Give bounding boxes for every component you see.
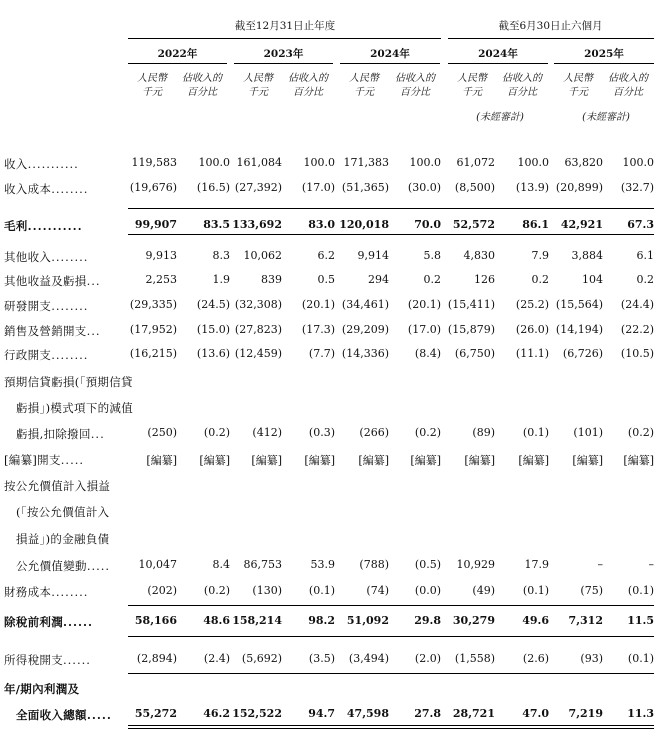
cell-rmb: (29,209) <box>341 323 389 336</box>
cell-pct: 83.0 <box>308 218 335 231</box>
subheader-rmb-thousand <box>126 72 178 100</box>
cell-rmb: 171,383 <box>343 156 389 169</box>
year-2023: 2023年 <box>263 48 304 60</box>
cell-rmb: 7,219 <box>568 707 603 720</box>
cell-rmb: (29,335) <box>129 298 177 311</box>
cell-pct: 6.2 <box>317 249 335 262</box>
cell-pct: (0.0) <box>414 584 441 597</box>
cell-pct: [編纂] <box>518 454 549 467</box>
subheader-line: 佔收入的 <box>395 73 435 84</box>
row-label <box>4 218 83 234</box>
cell-pct: 83.5 <box>203 218 230 231</box>
cell-pct: 0.2 <box>423 273 441 286</box>
rule-below-pbt <box>128 636 654 637</box>
cell-rmb: (93) <box>580 652 603 665</box>
row-label-text: 預期信貸虧損(「預期信貸 <box>4 375 133 389</box>
cell-pct: [編纂] <box>199 454 230 467</box>
cell-pct: 46.2 <box>203 707 230 720</box>
cell-pct: (30.0) <box>407 181 441 194</box>
subheader-line: 人民幣 <box>563 73 593 84</box>
subheader-pct-revenue <box>602 72 654 100</box>
cell-pct: 6.1 <box>636 249 654 262</box>
cell-rmb: 152,522 <box>232 707 282 720</box>
cell-pct: 7.9 <box>531 249 549 262</box>
cell-pct: (17.0) <box>301 181 335 194</box>
cell-rmb: 3,884 <box>571 249 603 262</box>
rule-total-double-1 <box>128 725 654 726</box>
cell-pct: 5.8 <box>423 249 441 262</box>
cell-pct: (0.1) <box>522 584 549 597</box>
leader-dots: ... <box>86 324 101 338</box>
subheader-rmb-thousand <box>232 72 284 100</box>
row-label-text: 行政開支 <box>4 348 52 362</box>
cell-pct: 98.2 <box>308 614 335 627</box>
cell-pct: 70.0 <box>414 218 441 231</box>
subheader-line: 人民幣 <box>349 73 379 84</box>
subheader-line: 佔收入的 <box>182 73 222 84</box>
year-underline <box>448 63 548 64</box>
row-label-text: 按公允價值計入損益 <box>4 479 111 493</box>
row-label <box>16 558 110 574</box>
row-label-text: 全面收入總額 <box>16 708 87 722</box>
cell-pct: (0.1) <box>627 652 654 665</box>
cell-rmb: 9,914 <box>357 249 389 262</box>
leader-dots: ........ <box>51 182 89 196</box>
cell-pct: (20.1) <box>407 298 441 311</box>
year-2022: 2022年 <box>157 48 198 60</box>
cell-rmb: (2,894) <box>136 652 177 665</box>
year-2024: 2024年 <box>370 48 410 60</box>
cell-pct: 49.6 <box>522 614 549 627</box>
cell-rmb: 58,166 <box>134 614 177 627</box>
cell-rmb: (19,676) <box>129 181 177 194</box>
cell-rmb: (12,459) <box>234 347 282 360</box>
leader-dots: ...... <box>63 653 91 667</box>
subheader-rmb-thousand <box>552 72 604 100</box>
cell-pct: 47.0 <box>522 707 549 720</box>
cell-pct: 17.9 <box>524 558 549 571</box>
row-label <box>4 156 79 172</box>
row-label <box>4 298 88 314</box>
cell-pct: (26.0) <box>515 323 549 336</box>
cell-pct: (32.7) <box>620 181 654 194</box>
rule-below-gross-profit <box>128 234 654 235</box>
group-header-6m: 截至6月30日止六個月 <box>498 20 603 32</box>
subheader-pct-revenue <box>282 72 334 100</box>
cell-rmb: (75) <box>580 584 603 597</box>
cell-pct: 100.0 <box>409 156 441 169</box>
cell-rmb: 120,018 <box>339 218 389 231</box>
cell-rmb: 63,820 <box>564 156 603 169</box>
cell-rmb: (412) <box>252 426 282 439</box>
cell-pct: (8.4) <box>414 347 441 360</box>
cell-pct: (13.6) <box>196 347 230 360</box>
subheader-line: 千元 <box>248 87 268 98</box>
cell-rmb: (14,336) <box>341 347 389 360</box>
cell-pct: (16.5) <box>196 181 230 194</box>
subheader-pct-revenue <box>176 72 228 100</box>
cell-rmb: 30,279 <box>452 614 495 627</box>
cell-pct: [編纂] <box>304 454 335 467</box>
row-label-text: 年/期內利潤及 <box>4 682 80 696</box>
subheader-line: 人民幣 <box>137 73 167 84</box>
row-label <box>4 652 91 668</box>
subheader-pct-revenue <box>389 72 441 100</box>
cell-rmb: (17,952) <box>129 323 177 336</box>
cell-pct: 53.9 <box>310 558 335 571</box>
cell-pct: (24.5) <box>196 298 230 311</box>
rule-above-gross-profit <box>128 208 654 209</box>
leader-dots: ..... <box>86 559 111 573</box>
cell-rmb: (34,461) <box>341 298 389 311</box>
year-underline <box>340 63 440 64</box>
row-label-text: 研發開支 <box>4 299 52 313</box>
cell-rmb: [編纂] <box>146 454 177 467</box>
cell-pct: [編纂] <box>623 454 654 467</box>
leader-dots: ........ <box>51 585 89 599</box>
cell-rmb: (89) <box>472 426 495 439</box>
leader-dots: ..... <box>60 453 85 467</box>
cell-rmb: [編纂] <box>572 454 603 467</box>
subheader-pct-revenue <box>496 72 548 100</box>
cell-pct: (11.1) <box>515 347 549 360</box>
cell-pct: (0.1) <box>522 426 549 439</box>
cell-rmb: 133,692 <box>232 218 282 231</box>
cell-rmb: (8,500) <box>454 181 495 194</box>
rule-above-total <box>128 673 654 674</box>
cell-rmb: 47,598 <box>346 707 389 720</box>
cell-pct: (24.4) <box>620 298 654 311</box>
row-label <box>4 374 133 390</box>
cell-pct: 0.2 <box>531 273 549 286</box>
row-label-text: [編纂]開支 <box>4 453 61 467</box>
cell-rmb: 52,572 <box>452 218 495 231</box>
cell-rmb: 55,272 <box>134 707 177 720</box>
subheader-line: 人民幣 <box>457 73 487 84</box>
leader-dots: ........... <box>27 157 79 171</box>
group-underline-fy <box>128 38 441 39</box>
subheader-line: 佔收入的 <box>608 73 648 84</box>
cell-rmb: (15,411) <box>447 298 495 311</box>
cell-rmb: (250) <box>147 426 177 439</box>
cell-pct: (15.0) <box>196 323 230 336</box>
subheader-line: 千元 <box>568 87 588 98</box>
cell-pct: 27.8 <box>414 707 441 720</box>
subheader-line: 百分比 <box>293 87 323 98</box>
cell-pct: 0.5 <box>317 273 335 286</box>
cell-rmb: 86,753 <box>243 558 282 571</box>
leader-dots: ... <box>90 427 105 441</box>
row-label-text: 毛利 <box>4 219 28 233</box>
row-label-text: 銷售及營銷開支 <box>4 324 87 338</box>
cell-pct: (0.1) <box>308 584 335 597</box>
cell-pct: 8.4 <box>212 558 230 571</box>
row-label <box>4 273 101 289</box>
cell-rmb: [編纂] <box>464 454 495 467</box>
cell-rmb: (15,879) <box>447 323 495 336</box>
cell-pct: 100.0 <box>303 156 335 169</box>
group-header-fy: 截至12月31日止年度 <box>234 20 336 32</box>
cell-rmb: (14,194) <box>555 323 603 336</box>
row-label-text: (「按公允價值計入 <box>16 505 110 519</box>
cell-rmb: 4,830 <box>463 249 495 262</box>
cell-rmb: 28,721 <box>452 707 495 720</box>
cell-rmb: [編纂] <box>251 454 282 467</box>
row-label <box>16 531 109 547</box>
cell-pct: – <box>648 558 654 571</box>
cell-rmb: (49) <box>472 584 495 597</box>
cell-rmb: (27,823) <box>234 323 282 336</box>
subheader-line: 千元 <box>354 87 374 98</box>
cell-pct: 100.0 <box>622 156 654 169</box>
row-label <box>16 707 112 723</box>
cell-rmb: (6,726) <box>562 347 603 360</box>
cell-rmb: 7,312 <box>568 614 603 627</box>
row-label <box>4 249 88 265</box>
cell-rmb: 42,921 <box>560 218 603 231</box>
cell-pct: 11.5 <box>627 614 654 627</box>
row-label-text: 虧損」)模式項下的減值 <box>16 401 134 415</box>
cell-rmb: (6,750) <box>454 347 495 360</box>
rule-above-pbt <box>128 605 654 606</box>
cell-pct: (13.9) <box>515 181 549 194</box>
row-label-text: 損益」)的金融負債 <box>16 532 110 546</box>
cell-rmb: (5,692) <box>241 652 282 665</box>
cell-pct: 94.7 <box>308 707 335 720</box>
leader-dots: ... <box>86 274 101 288</box>
subheader-line: 佔收入的 <box>502 73 542 84</box>
leader-dots: ..... <box>86 708 112 722</box>
cell-pct: (10.5) <box>620 347 654 360</box>
row-label-text: 所得稅開支 <box>4 653 63 667</box>
rule-total-double-2 <box>128 728 654 729</box>
cell-rmb: (202) <box>147 584 177 597</box>
cell-rmb: 61,072 <box>456 156 495 169</box>
cell-pct: (2.0) <box>414 652 441 665</box>
cell-rmb: 10,062 <box>243 249 282 262</box>
cell-pct: (17.3) <box>301 323 335 336</box>
subheader-rmb-thousand <box>446 72 498 100</box>
row-label <box>4 181 88 197</box>
cell-rmb: 2,253 <box>145 273 177 286</box>
cell-pct: 100.0 <box>517 156 549 169</box>
cell-pct: (0.2) <box>627 426 654 439</box>
cell-pct: (0.5) <box>414 558 441 571</box>
subheader-unaudited: (未經審計) <box>476 112 524 123</box>
cell-pct: (20.1) <box>301 298 335 311</box>
cell-rmb: (130) <box>252 584 282 597</box>
row-label <box>16 426 105 442</box>
cell-pct: (0.2) <box>203 426 230 439</box>
cell-rmb: (16,215) <box>129 347 177 360</box>
subheader-line: 百分比 <box>400 87 430 98</box>
cell-pct: (22.2) <box>620 323 654 336</box>
cell-rmb: 9,913 <box>145 249 177 262</box>
subheader-line: 千元 <box>142 87 162 98</box>
year-underline <box>554 63 654 64</box>
cell-pct: (0.3) <box>308 426 335 439</box>
cell-pct: 0.2 <box>636 273 654 286</box>
cell-pct: (3.5) <box>308 652 335 665</box>
cell-rmb: (32,308) <box>234 298 282 311</box>
row-label <box>4 478 110 494</box>
row-label <box>4 681 79 697</box>
cell-pct: (0.2) <box>203 584 230 597</box>
cell-rmb: 126 <box>474 273 495 286</box>
cell-rmb: [編纂] <box>358 454 389 467</box>
cell-rmb: – <box>597 558 603 571</box>
row-label-text: 收入 <box>4 157 28 171</box>
subheader-line: 人民幣 <box>243 73 273 84</box>
cell-pct: (7.7) <box>308 347 335 360</box>
row-label <box>4 452 84 468</box>
cell-rmb: 51,092 <box>346 614 389 627</box>
cell-pct: (25.2) <box>515 298 549 311</box>
group-underline-6m <box>448 38 654 39</box>
subheader-unaudited: (未經審計) <box>582 112 630 123</box>
leader-dots: ...... <box>63 615 94 629</box>
cell-rmb: 119,583 <box>131 156 177 169</box>
cell-pct: [編纂] <box>410 454 441 467</box>
row-label <box>16 504 109 520</box>
row-label-text: 其他收入 <box>4 250 52 264</box>
cell-rmb: (20,899) <box>555 181 603 194</box>
cell-pct: (0.1) <box>627 584 654 597</box>
cell-pct: (2.6) <box>522 652 549 665</box>
cell-pct: 29.8 <box>414 614 441 627</box>
subheader-line: 百分比 <box>187 87 217 98</box>
cell-pct: 11.3 <box>627 707 654 720</box>
cell-rmb: (51,365) <box>341 181 389 194</box>
cell-pct: 100.0 <box>198 156 230 169</box>
subheader-line: 百分比 <box>507 87 537 98</box>
cell-pct: (2.4) <box>203 652 230 665</box>
cell-pct: 8.3 <box>212 249 230 262</box>
cell-rmb: (101) <box>573 426 603 439</box>
row-label <box>4 347 88 363</box>
year-2025-6m: 2025年 <box>584 48 624 60</box>
row-label-text: 除稅前利潤 <box>4 615 63 629</box>
cell-rmb: (788) <box>359 558 389 571</box>
row-label-text: 財務成本 <box>4 585 52 599</box>
subheader-line: 百分比 <box>613 87 643 98</box>
cell-rmb: 10,929 <box>456 558 495 571</box>
cell-rmb: 99,907 <box>134 218 177 231</box>
cell-rmb: (266) <box>359 426 389 439</box>
subheader-line: 佔收入的 <box>288 73 328 84</box>
row-label-text: 其他收益及虧損 <box>4 274 87 288</box>
row-label <box>4 614 93 630</box>
cell-pct: 48.6 <box>203 614 230 627</box>
subheader-rmb-thousand <box>338 72 390 100</box>
row-label-text: 收入成本 <box>4 182 52 196</box>
cell-rmb: 839 <box>261 273 282 286</box>
leader-dots: ........... <box>27 219 83 233</box>
leader-dots: ........ <box>51 348 89 362</box>
cell-rmb: 10,047 <box>138 558 177 571</box>
year-underline <box>234 63 333 64</box>
cell-rmb: (3,494) <box>348 652 389 665</box>
cell-rmb: 158,214 <box>232 614 282 627</box>
cell-pct: 86.1 <box>522 218 549 231</box>
cell-rmb: 161,084 <box>236 156 282 169</box>
row-label <box>4 584 88 600</box>
leader-dots: ........ <box>51 250 89 264</box>
cell-rmb: (27,392) <box>234 181 282 194</box>
row-label <box>4 323 101 339</box>
cell-pct: 67.3 <box>627 218 654 231</box>
row-label-text: 虧損,扣除撥回 <box>16 427 91 441</box>
row-label-text: 公允價值變動 <box>16 559 87 573</box>
row-label <box>16 400 133 416</box>
cell-rmb: (74) <box>366 584 389 597</box>
cell-rmb: 104 <box>582 273 603 286</box>
cell-pct: (0.2) <box>414 426 441 439</box>
cell-pct: 1.9 <box>212 273 230 286</box>
cell-pct: (17.0) <box>407 323 441 336</box>
year-underline <box>128 63 227 64</box>
cell-rmb: (15,564) <box>555 298 603 311</box>
subheader-line: 千元 <box>462 87 482 98</box>
year-2024-6m: 2024年 <box>478 48 518 60</box>
cell-rmb: (1,558) <box>454 652 495 665</box>
leader-dots: ........ <box>51 299 89 313</box>
cell-rmb: 294 <box>368 273 389 286</box>
